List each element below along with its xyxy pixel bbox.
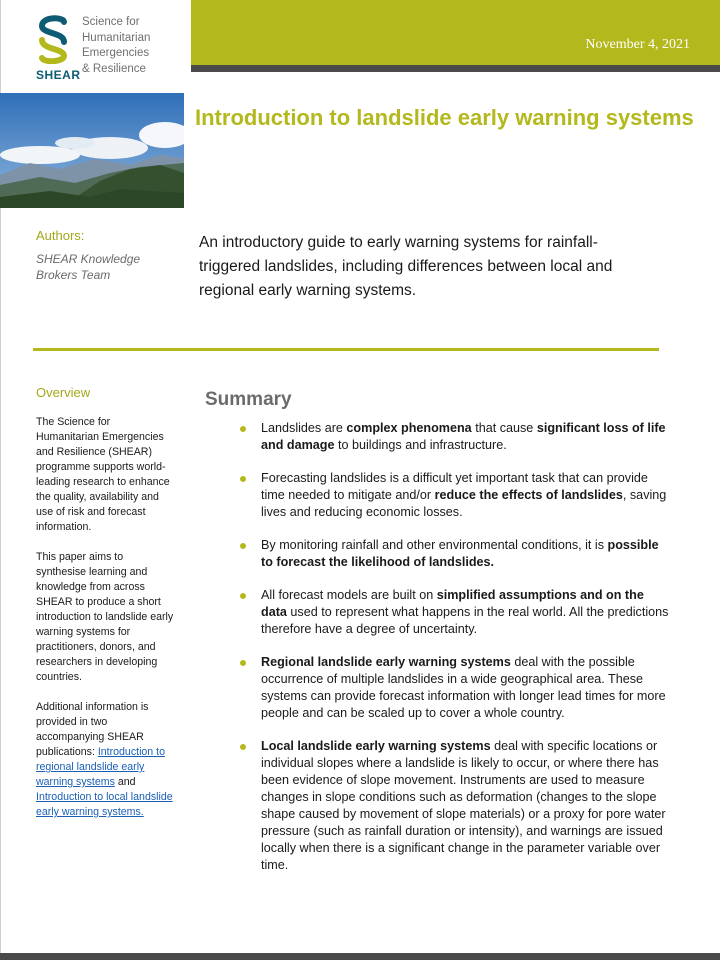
bullet-text: deal with specific locations or individual slopes where a landslide is likely to occur, or where there has been evidence of slope movement. Instruments are used to measure changes in slope conditions such as deformation (changes to the slope shape caused by movement of slope materials) or a proxy for pore water pressure (such as rainfall duration or intensity), and warnings are issued locally when there is a significant change in the parameter variable over time.: [261, 739, 666, 872]
bullet-bold-text: significant loss of life and damage: [261, 421, 666, 452]
shear-logo-icon: [34, 14, 72, 64]
bullet-text: Forecasting landslides is a difficult yet important task that can provide time needed to mitigate and/or: [261, 471, 648, 502]
overview-text: Additional information is provided in two accompanying SHEAR publications:: [36, 701, 149, 758]
summary-bullet: [240, 587, 670, 638]
logo-line: Emergencies: [82, 47, 150, 59]
overview-label: Overview: [36, 385, 91, 400]
bullet-text: All forecast models are built on: [261, 588, 437, 602]
overview-sidebar: [36, 415, 176, 835]
authors-names: SHEAR Knowledge Brokers Team: [36, 252, 141, 282]
bullet-dot-icon: [240, 476, 246, 482]
logo-tagline: [82, 15, 150, 77]
logo-line: Humanitarian: [82, 31, 151, 44]
bullet-text: used to represent what happens in the real world. All the predictions therefore have a degree of uncertainty.: [261, 605, 669, 636]
summary-bullet: [240, 654, 670, 722]
section-divider: [33, 348, 659, 351]
overview-paragraph: This paper aims to synthesise learning and knowledge from across SHEAR to produce a short introduction to landslide early warning systems for practitioners, donors, and researchers in developing countries.: [36, 551, 174, 683]
bullet-dot-icon: [240, 593, 246, 599]
intro-paragraph: An introductory guide to early warning systems for rainfall-triggered landslides, including differences between local and regional early warning systems.: [199, 234, 613, 299]
summary-bullet: [240, 420, 670, 454]
document-title: Introduction to landslide early warning systems: [195, 105, 694, 130]
authors-label: Authors:: [36, 228, 85, 243]
logo-wordmark: SHEAR: [36, 68, 81, 82]
logo-line: & Resilience: [82, 62, 146, 75]
summary-bullet: [240, 470, 670, 521]
summary-list: [240, 420, 670, 890]
footer-bar: [0, 953, 720, 960]
bullet-text: deal with the possible occurrence of multiple landslides in a wide geographical area. These systems can provide forecast information with longer lead times for more people and can be scaled up to cover a whole country.: [261, 655, 666, 720]
bullet-bold-text: possible to forecast the likelihood of landslides.: [261, 538, 659, 569]
bullet-dot-icon: [240, 543, 246, 549]
mountain-landscape-image: [0, 93, 184, 208]
bullet-bold-text: simplified assumptions and on the data: [261, 588, 644, 619]
bullet-text: that cause: [471, 421, 537, 435]
bullet-bold-text: Local landslide early warning systems: [261, 739, 491, 753]
shear-logo: [30, 12, 190, 82]
link-regional-lews[interactable]: Introduction to regional landslide early warning systems: [36, 746, 165, 788]
header-band: [191, 0, 720, 65]
bullet-bold-text: reduce the effects of landslides: [434, 488, 623, 502]
overview-paragraph: The Science for Humanitarian Emergencies and Resilience (SHEAR) programme supports world-leading research to enhance the quality, availability and use of risk and forecast information.: [36, 416, 170, 533]
bullet-text: Landslides are: [261, 421, 347, 435]
publication-date: November 4, 2021: [585, 37, 690, 52]
bullet-text: to buildings and infrastructure.: [334, 438, 507, 452]
link-local-lews[interactable]: Introduction to local landslide early warning systems.: [36, 791, 173, 818]
bullet-dot-icon: [240, 744, 246, 750]
summary-bullet: [240, 537, 670, 571]
bullet-dot-icon: [240, 660, 246, 666]
header-stripe: [191, 65, 720, 72]
bullet-dot-icon: [240, 426, 246, 432]
overview-paragraph: [36, 700, 176, 820]
summary-heading: Summary: [205, 389, 292, 410]
overview-text: and: [114, 776, 136, 788]
bullet-bold-text: complex phenomena: [346, 421, 472, 435]
mountain-photo: [0, 93, 184, 208]
bullet-text: , saving lives and reducing economic losses.: [261, 488, 667, 519]
bullet-bold-text: Regional landslide early warning systems: [261, 655, 511, 669]
bullet-text: By monitoring rainfall and other environmental conditions, it is: [261, 538, 608, 552]
logo-line: Science for: [82, 16, 140, 28]
summary-bullet: [240, 738, 670, 874]
